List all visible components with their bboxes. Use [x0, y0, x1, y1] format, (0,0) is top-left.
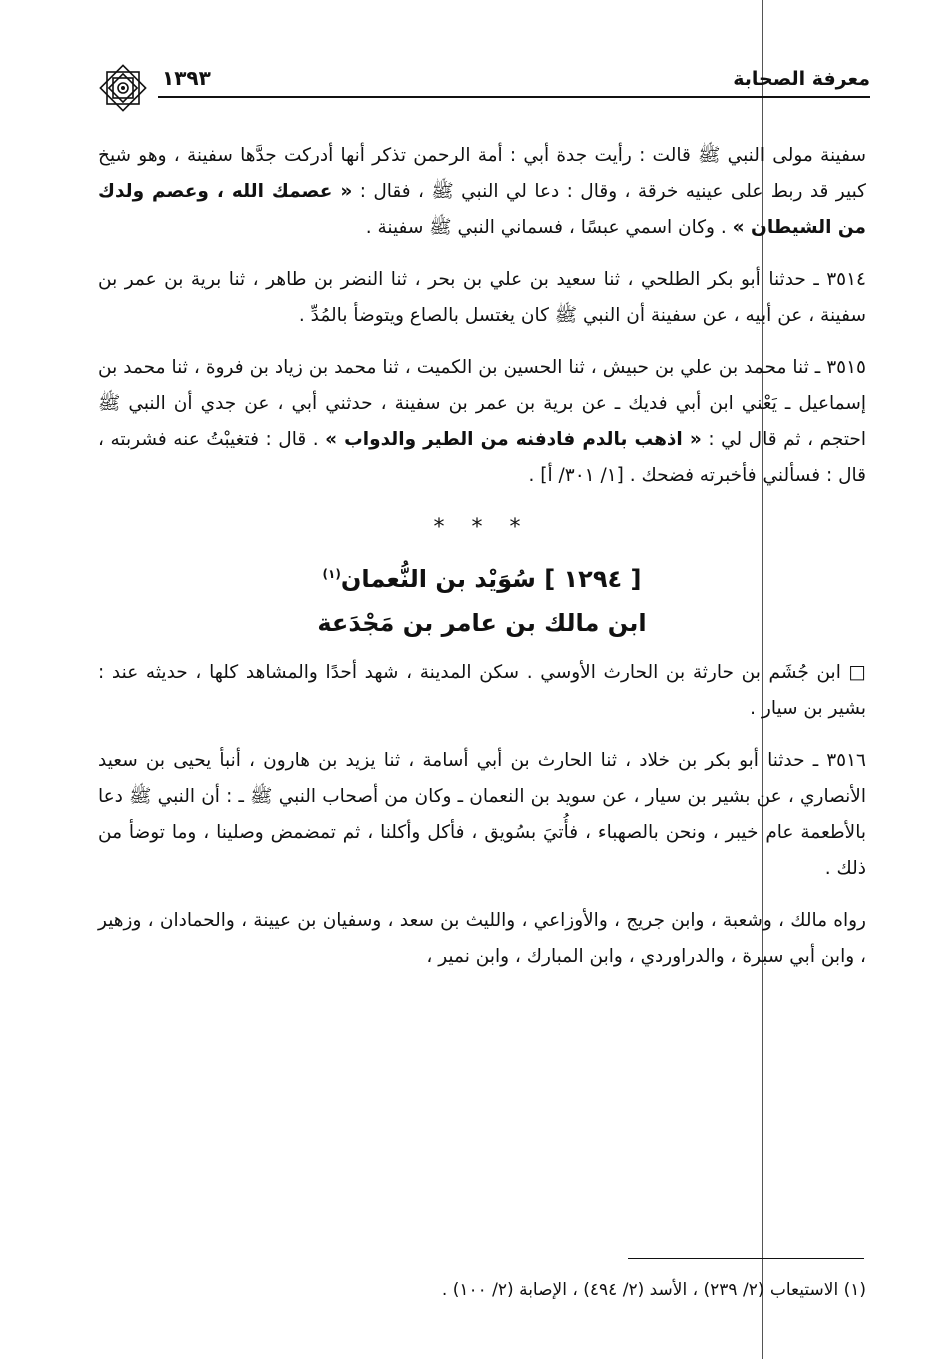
- hadith-3515: ٣٥١٥ ـ ثنا محمد بن علي بن حبيش ، ثنا الحسين بن الكميت ، ثنا محمد بن زياد بن فروة ، ثنا محمد بن إسماعيل ـ يَعْني ابن أبي فديك ـ عن برية بن عمر بن سفينة ، حدثني أبي ، عن جدي أن النبي ﷺ احتجم ، ثم قال لي : « اذهب بالدم فادفنه من الطير والدواب » . قال : فتغيبْتُ عنه فشربته ، قال : فسألني فأخبرته فضحك . [١/ ٣٠١/ أ] .: [98, 357, 866, 486]
- entry-intro: □ ابن جُشَم بن حارثة بن الحارث الأوسي . سكن المدينة ، شهد أحدًا والمشاهد كلها ، حديثه عند : بشير بن سيار .: [98, 662, 866, 719]
- section-divider-stars: * * *: [433, 515, 531, 540]
- entry-subheading: ابن مالك بن عامر بن مَجْدَعة: [317, 609, 647, 637]
- book-title: معرفة الصحابة: [733, 68, 870, 90]
- paragraph-continuation: سفينة مولى النبي ﷺ قالت : رأيت جدة أبي : أمة الرحمن تذكر أنها أدركت جدَّها سفينة ، وهو شيخ كبير قد ربط على عينيه خرقة ، وقال : دعا لي النبي ﷺ ، فقال : « عصمك الله ، وعصم ولدك من الشيطان » . وكان اسمي عبسًا ، فسماني النبي ﷺ سفينة .: [98, 145, 866, 238]
- prophetic-quote: « اذهب بالدم فادفنه من الطير والدواب »: [325, 429, 702, 450]
- octagonal-star-ornament-icon: [92, 62, 154, 114]
- page-header: [92, 62, 870, 112]
- main-text: [98, 138, 866, 991]
- entry-heading: [ ١٢٩٤ ] سُوَيْد بن النُّعمان$^{(١)}$: [322, 565, 642, 593]
- prophetic-quote: « عصمك الله ، وعصم ولدك من الشيطان »: [98, 181, 866, 238]
- hadith-3514: ٣٥١٤ ـ حدثنا أبو بكر الطلحي ، ثنا سعيد بن علي بن بحر ، ثنا النضر بن طاهر ، ثنا برية بن عمر بن سفينة ، عن أبيه ، عن سفينة أن النبي ﷺ كان يغتسل بالصاع ويتوضأ بالمُدِّ .: [98, 269, 866, 326]
- riwaya-paragraph: رواه مالك ، وشعبة ، وابن جريج ، والأوزاعي ، والليث بن سعد ، وسفيان بن عيينة ، والحمادان ، وزهير ، وابن أبي سبرة ، والدراوردي ، وابن المبارك ، وابن نمير ،: [98, 910, 866, 967]
- footnote-rule: [628, 1258, 864, 1259]
- footnote-marker: (١): [322, 567, 341, 581]
- header-rule: [158, 96, 870, 98]
- page-number: ١٣٩٣: [162, 66, 211, 90]
- footnote: (١) الاستيعاب (٢/ ٢٣٩) ، الأسد (٢/ ٤٩٤) ، الإصابة (٢/ ١٠٠) .: [441, 1280, 866, 1300]
- hadith-3516: ٣٥١٦ ـ حدثنا أبو بكر بن خلاد ، ثنا الحارث بن أبي أسامة ، ثنا يزيد بن هارون ، أنبأ يحيى بن سعيد الأنصاري ، عن بشير بن سيار ، عن سويد بن النعمان ـ وكان من أصحاب النبي ﷺ ـ : أن النبي ﷺ دعا بالأطعمة عام خيبر ، ونحن بالصهباء ، فأُتيَ بسُويق ، فأكل وأكلنا ، ثم تمضمض وصلينا ، وما توضأ من ذلك .: [98, 750, 866, 879]
